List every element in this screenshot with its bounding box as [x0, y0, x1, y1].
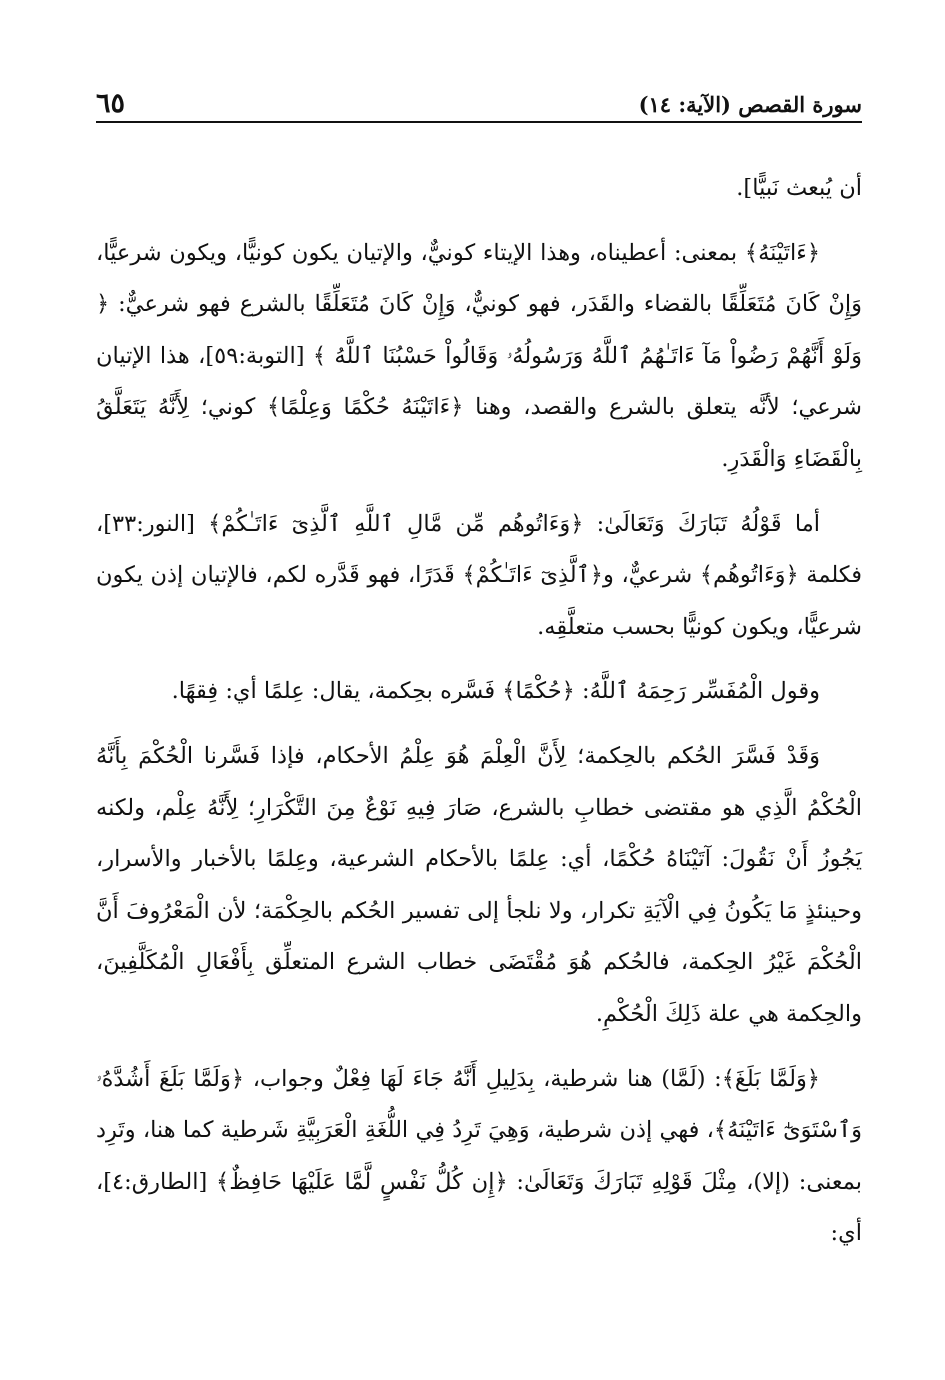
page-header [96, 88, 862, 124]
paragraph: ﴿وَلَمَّا بَلَغَ﴾: (لَمَّا) هنا شرطية، بِدَلِيلِ أَنَّهُ جَاءَ لَهَا فِعْلٌ وجواب، ﴿وَلَمَّا بَلَغَ أَشُدَّهُۥ وَٱسْتَوَىٰٓ ءَاتَيْنَهُ﴾، فهي إذن شرطية، وَهِيَ تَرِدُ فِي اللُّغَةِ الْعَرَبِيَّةِ شَرطية كما هنا، وتَرِد بمعنى: (إلا)، مِثْلَ قَوْلِهِ تَبَارَكَ وَتَعَالَىٰ: ﴿إِن كُلُّ نَفْسٍ لَّمَّا عَلَيْهَا حَافِظٌ﴾ [الطارق:٤]، أي: [96, 1065, 862, 1247]
paragraph: أن يُبعث نَبيًّا]. [736, 175, 862, 201]
paragraph: أما قَوْلُهُ تَبَارَكَ وَتَعَالَىٰ: ﴿وَءَاتُوهُم مِّن مَّالِ ٱللَّهِ ٱلَّذِىٓ ءَاتَـٰكُمْ﴾ [النور:٣٣]، فكلمة ﴿وَءَاتُوهُم﴾ شرعيٌّ، و﴿ٱلَّذِىٓ ءَاتَـٰكُمْ﴾ قَدَرًا، فهو قَدَّره لكم، فالإتيان إذن يكون شرعيًّا، ويكون كونيًّا بحسب متعلَّقِه. [96, 510, 862, 640]
paragraph: وَقَدْ فَسَّرَ الحُكم بالحِكمة؛ لِأَنَّ الْعِلْمَ هُوَ عِلْمُ الأحكام، فإذا فَسَّرنا الْحُكْمَ بِأَنَّهُ الْحُكْمُ الَّذِي هو مقتضى خطابِ بالشرع، صَارَ فِيهِ نَوْعٌ مِنَ التَّكْرَارِ؛ لِأَنَّهُ عِلْم، ولكنه يَجُوزُ أَنْ نَقُولَ: آتَيْنَاهُ حُكْمًا، أي: عِلمًا بالأحكام الشرعية، وعِلمًا بالأخبار والأسرار، وحينئذٍ مَا يَكُونُ فِي الْآيَةِ تكرار، ولا نلجأ إلى تفسير الحُكم بالحِكْمَة؛ لأن الْمَعْرُوفَ أَنَّ الْحُكْمَ غَيْرُ الحِكمة، فالحُكم هُوَ مُقْتَضَى خطاب الشرع المتعلِّق بِأَفْعَالِ الْمُكَلَّفِينَ، والحِكمة هي علة ذَلِكَ الْحُكْمِ. [96, 742, 862, 1027]
page-body [96, 163, 862, 1273]
paragraph: وقول الْمُفَسِّر رَحِمَهُ ٱللَّهُ: ﴿حُكْمًا﴾ فَسَّره بحِكمة، يقال: عِلمًا أي: فِقهًا. [171, 678, 820, 705]
header-rule [96, 121, 862, 123]
running-header-title: سورة القصص (الآية: ١٤) [638, 92, 862, 117]
page-number: ٦٥ [96, 88, 126, 119]
paragraph: ﴿ءَاتَيْنَهُ﴾ بمعنى: أعطيناه، وهذا الإيتاء كونيٌّ، والإتيان يكون كونيًّا، ويكون شرعيًّا، وَإِنْ كَانَ مُتَعَلِّقًا بالقضاء والقَدَر، فهو كونيٌّ، وَإِنْ كَانَ مُتَعَلِّقًا بالشرع فهو شرعيٌّ: ﴿ وَلَوْ أَنَّهُمْ رَضُواْ مَآ ءَاتَـٰهُمُ ٱللَّهُ وَرَسُولُهُۥ وَقَالُواْ حَسْبُنَا ٱللَّهُ ﴾ [التوبة:٥٩]، هذا الإتيان شرعي؛ لأنَّه يتعلق بالشرع والقصد، وهنا ﴿ءَاتَيْنَهُ حُكْمًا وَعِلْمًا﴾ كوني؛ لِأَنَّهُ يَتَعَلَّقُ بِالْقَضَاءِ وَالْقَدَرِ. [96, 239, 862, 472]
